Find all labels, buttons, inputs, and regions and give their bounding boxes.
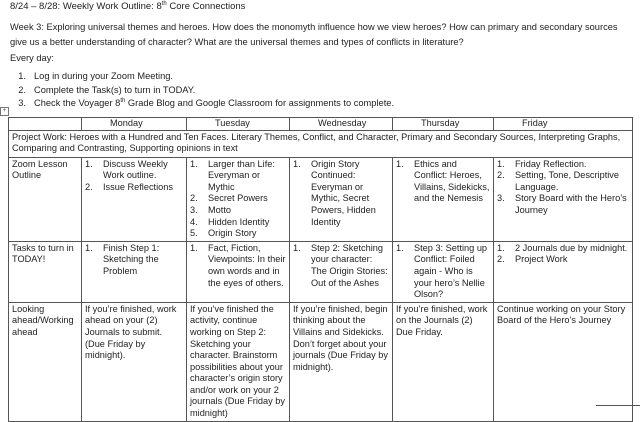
week-overview: Week 3: Exploring universal themes and heroes. How does the monomyth influence how we view heroes? How can primary and secondary sources give us a better understanding of character? What are the universal themes and types of conflicts in literature?: [10, 22, 618, 47]
list-number: 2.: [497, 254, 505, 265]
project-work-cell: Project Work: Heroes with a Hundred and Ten Faces. Literary Themes, Conflict, and Character, Primary and Secondary Sources, Interpreting Graphs, Comparing and Contrasting, Supporting opinions in text: [9, 130, 633, 157]
day-header: Thursday: [393, 118, 494, 131]
list-text: Step 3: Setting up Conflict: Foiled again - Who is your hero’s Nellie Olson?: [414, 242, 488, 300]
list-item: [396, 159, 490, 205]
table-cell: [494, 157, 633, 241]
list-number: 1.: [396, 158, 404, 169]
numbered-list: [497, 159, 629, 217]
list-item: [190, 228, 286, 240]
list-text: Larger than Life: Everyman or Mythic: [208, 158, 275, 192]
table-cell: [393, 157, 494, 241]
list-number: 5.: [190, 228, 198, 239]
list-item: [85, 159, 183, 182]
bottom-border-line: [596, 405, 640, 406]
list-item: [497, 170, 629, 193]
list-item: [497, 159, 629, 171]
list-text: Finish Step 1: Sketching the Problem: [103, 242, 160, 276]
header-corner-cell: [9, 118, 82, 131]
table-cell: Continue working on your Story Board of the Hero’s Journey: [494, 302, 633, 421]
list-number: 4.: [190, 216, 198, 227]
weekly-schedule-table: [8, 117, 633, 422]
list-text: Secret Powers: [208, 193, 268, 204]
numbered-list: [293, 243, 389, 289]
list-number: 2.: [85, 181, 93, 192]
list-number: 1.: [190, 242, 198, 253]
table-cell: [290, 241, 393, 302]
list-text: Origin Story: [208, 228, 257, 239]
list-text: Story Board with the Hero’s Journey: [515, 193, 627, 215]
table-cell: [187, 157, 290, 241]
list-number: 3.: [497, 193, 505, 204]
numbered-list: [497, 243, 629, 266]
list-text: Setting, Tone, Descriptive Language.: [515, 170, 620, 192]
table-move-handle-icon[interactable]: +: [0, 107, 9, 116]
row-label: Looking ahead/Working ahead: [9, 302, 82, 421]
table-cell: [393, 241, 494, 302]
numbered-list: [293, 159, 389, 229]
table-cell: If you’re finished, work ahead on your (2) Journals to submit. (Due Friday by midnight).: [82, 302, 187, 421]
list-number: 1.: [85, 242, 93, 253]
list-number: 1.: [396, 242, 404, 253]
table-row: [9, 157, 633, 241]
daily-step: 2. Complete the Task(s) to turn in TODAY.: [18, 84, 196, 95]
every-day-label: Every day:: [10, 53, 54, 63]
numbered-list: [85, 243, 183, 278]
list-item: [497, 254, 629, 266]
list-item: [497, 193, 629, 216]
list-text: Issue Reflections: [103, 181, 173, 192]
table-cell: [82, 241, 187, 302]
list-text: Origin Story Continued: Everyman or Mythic, Secret Powers, Hidden Identity: [311, 158, 376, 227]
list-item: [190, 193, 286, 205]
list-item: [497, 243, 629, 255]
list-number: 1.: [85, 158, 93, 169]
table-cell: If you’ve finished the activity, continue working on Step 2: Sketching your character. Brainstorm possibilities about your character’s origin story and/or work on your 2 journals (Due Friday by midnight): [187, 302, 290, 421]
table-row: [9, 241, 633, 302]
day-header: Monday: [82, 118, 187, 131]
list-text: Ethics and Conflict: Heroes, Villains, Sidekicks, and the Nemesis: [414, 158, 490, 204]
list-number: 2.: [190, 193, 198, 204]
list-item: [190, 159, 286, 194]
list-item: [190, 217, 286, 229]
list-number: 3.: [190, 204, 198, 215]
list-text: Fact, Fiction, Viewpoints: In their own words and in the eyes of others.: [208, 242, 286, 288]
list-number: 2.: [497, 170, 505, 181]
list-item: [293, 159, 389, 229]
project-work-row: [9, 130, 633, 157]
daily-steps-list: [10, 71, 394, 112]
list-item: [85, 182, 183, 194]
list-item: [85, 243, 183, 278]
row-label: Zoom Lesson Outline: [9, 157, 82, 241]
numbered-list: [85, 159, 183, 194]
numbered-list: [190, 243, 286, 289]
list-text: Hidden Identity: [208, 216, 270, 227]
table-row: [9, 302, 633, 421]
table-cell: If you’re finished, begin thinking about the Villains and Sidekicks. Don’t forget about your journals (Due Friday by midnight).: [290, 302, 393, 421]
list-text: 2 Journals due by midnight.: [515, 242, 628, 253]
numbered-list: [396, 159, 490, 205]
list-item: [190, 243, 286, 289]
list-item: [293, 243, 389, 289]
list-text: Motto: [208, 204, 231, 215]
numbered-list: [396, 243, 490, 301]
day-header: Wednesday: [290, 118, 393, 131]
daily-step: 1. Log in during your Zoom Meeting.: [18, 71, 174, 81]
day-header: Tuesday: [187, 118, 290, 131]
table-cell: If you’re finished, work on the Journals (2) Due Friday.: [393, 302, 494, 421]
list-text: Friday Reflection.: [515, 158, 587, 169]
list-number: 1.: [190, 158, 198, 169]
table-cell: [82, 157, 187, 241]
list-text: Discuss Weekly Work outline.: [103, 158, 168, 181]
table-cell: [494, 241, 633, 302]
table-header-row: [9, 118, 633, 131]
list-number: 1.: [293, 242, 301, 253]
table-cell: [187, 241, 290, 302]
list-item: [190, 205, 286, 217]
list-number: 1.: [497, 158, 505, 169]
daily-step: 3. Check the Voyager 8th Grade Blog and Google Classroom for assignments to complete.: [18, 98, 395, 109]
row-label: Tasks to turn in TODAY!: [9, 241, 82, 302]
day-header: Friday: [494, 118, 633, 131]
table-cell: [290, 157, 393, 241]
document-title: 8/24 – 8/28: Weekly Work Outline: 8th Core Connections: [10, 1, 246, 13]
list-text: Project Work: [515, 254, 568, 265]
list-number: 1.: [293, 158, 301, 169]
list-item: [396, 243, 490, 301]
list-number: 1.: [497, 242, 505, 253]
list-text: Step 2: Sketching your character: The Origin Stories: Out of the Ashes: [311, 242, 388, 288]
numbered-list: [190, 159, 286, 240]
